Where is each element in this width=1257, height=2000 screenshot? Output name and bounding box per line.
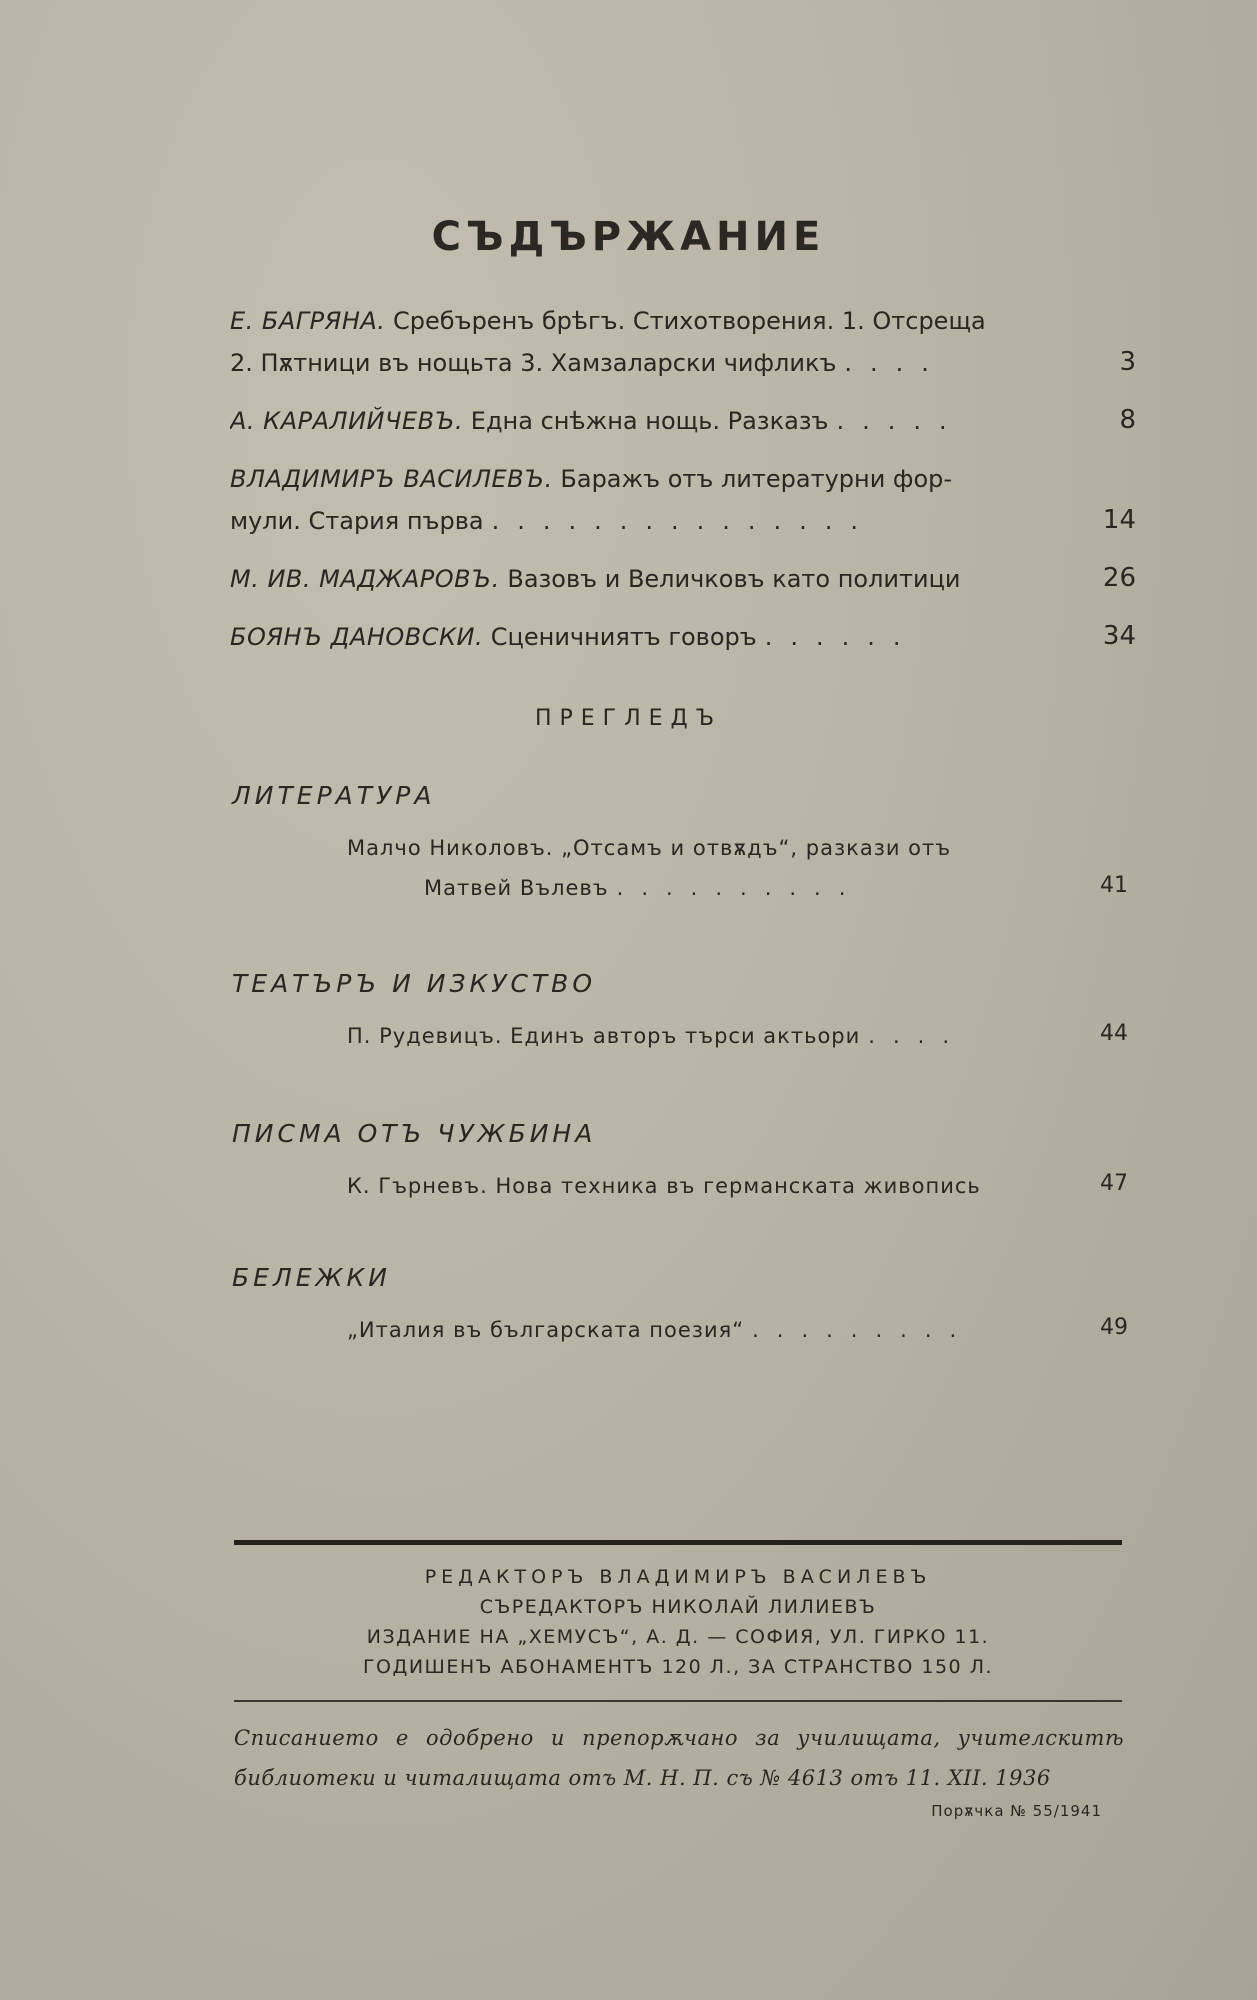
review-text: К. Гърневъ. Нова техника въ германската живопись xyxy=(347,1174,981,1198)
review-text: Матвей Вълевъ xyxy=(424,876,609,900)
toc-line xyxy=(230,342,1060,384)
leader-dots: ......... xyxy=(752,1318,975,1342)
review-entry xyxy=(232,828,1128,908)
approval-note: Списанието е одобрено и препорѫчано за училищата, учителскитѣ библиотеки и читалищата отъ М. Н. П. съ № 4613 отъ 11. XII. 1936 xyxy=(234,1726,1124,1790)
toc-entry xyxy=(230,300,1136,384)
imprint-coeditor: СЪРЕДАКТОРЪ НИКОЛАЙ ЛИЛИЕВЪ xyxy=(479,1596,877,1618)
toc-author: Е. БАГРЯНА. xyxy=(230,307,386,335)
leader-dots: ..... xyxy=(836,407,965,435)
toc-page-number: 26 xyxy=(1102,563,1136,593)
toc-entry xyxy=(230,400,1136,442)
toc-work: Баражъ отъ литературни фор- xyxy=(552,465,953,493)
imprint xyxy=(234,1562,1122,1682)
section-letters-abroad xyxy=(232,1116,1128,1206)
section-literature xyxy=(232,778,1128,908)
divider-thin xyxy=(234,1700,1122,1702)
table-of-contents xyxy=(230,300,1136,674)
toc-page-number: 3 xyxy=(1119,347,1136,377)
leader-dots: .... xyxy=(868,1024,967,1048)
toc-entry xyxy=(230,458,1136,542)
review-heading: ПРЕГЛЕДЪ xyxy=(534,706,723,731)
leader-dots: ...... xyxy=(764,623,919,651)
toc-page-number: 8 xyxy=(1119,405,1136,435)
toc-author: М. ИВ. МАДЖАРОВЪ. xyxy=(230,565,500,593)
toc-page-number: 14 xyxy=(1102,505,1136,535)
toc-line xyxy=(230,500,1060,542)
toc-author: А. КАРАЛИЙЧЕВЪ. xyxy=(230,407,464,435)
section-theatre-art xyxy=(232,966,1128,1056)
toc-entry xyxy=(230,558,1136,600)
toc-line xyxy=(230,458,1060,500)
toc-page-number: 34 xyxy=(1102,621,1136,651)
review-line xyxy=(232,828,1177,868)
toc-entry xyxy=(230,616,1136,658)
review-entry xyxy=(232,1016,1128,1056)
toc-line xyxy=(230,558,1060,600)
review-page-number: 47 xyxy=(1100,1171,1128,1196)
review-page-number: 44 xyxy=(1100,1021,1128,1046)
toc-work: Сребъренъ брѣгъ. Стихотворения. 1. Отсреща xyxy=(385,307,986,335)
section-title: ПИСМА ОТЪ ЧУЖБИНА xyxy=(232,1119,597,1148)
leader-dots: .......... xyxy=(616,876,864,900)
toc-work: 2. Пѫтници въ нощьта 3. Хамзаларски чифликъ xyxy=(230,349,837,377)
page-title: СЪДЪРЖАНИЕ xyxy=(431,214,826,260)
section-title: ЛИТЕРАТУРА xyxy=(232,781,436,810)
section-title: БЕЛЕЖКИ xyxy=(232,1263,391,1292)
toc-line xyxy=(230,300,1060,342)
toc-line xyxy=(230,616,1060,658)
review-line xyxy=(232,1310,1177,1350)
review-page-number: 49 xyxy=(1100,1315,1128,1340)
imprint-publisher: ИЗДАНИЕ НА „ХЕМУСЪ“, А. Д. — СОФИЯ, УЛ. ГИРКО 11. xyxy=(366,1626,990,1648)
toc-author: БОЯНЪ ДАНОВСКИ. xyxy=(230,623,484,651)
toc-work: Една снѣжна нощь. Разказъ xyxy=(463,407,829,435)
toc-work: Сценичниятъ говоръ xyxy=(483,623,757,651)
leader-dots: ............... xyxy=(491,507,877,535)
review-text: П. Рудевицъ. Единъ авторъ търси актьори xyxy=(347,1024,861,1048)
leader-dots: .... xyxy=(844,349,947,377)
toc-author: ВЛАДИМИРЪ ВАСИЛЕВЪ. xyxy=(230,465,553,493)
toc-work: Вазовъ и Величковъ като политици xyxy=(499,565,961,593)
review-line xyxy=(232,1166,1177,1206)
review-text: Малчо Николовъ. „Отсамъ и отвѫдъ“, разкази отъ xyxy=(347,836,952,860)
toc-work: мули. Стария първа xyxy=(230,507,484,535)
divider-thick xyxy=(234,1540,1122,1545)
toc-line xyxy=(230,400,1060,442)
section-title: ТЕАТЪРЪ И ИЗКУСТВО xyxy=(232,969,597,998)
imprint-editor: РЕДАКТОРЪ ВЛАДИМИРЪ ВАСИЛЕВЪ xyxy=(424,1566,932,1588)
review-line xyxy=(232,1016,1177,1056)
review-page-number: 41 xyxy=(1100,873,1128,898)
imprint-subscription: ГОДИШЕНЪ АБОНАМЕНТЪ 120 Л., ЗА СТРАНСТВО 150 Л. xyxy=(362,1656,994,1678)
order-number: Порѫчка № 55/1941 xyxy=(931,1802,1102,1820)
review-entry xyxy=(232,1310,1128,1350)
section-notes xyxy=(232,1260,1128,1350)
review-text: „Италия въ българската поезия“ xyxy=(347,1318,745,1342)
review-entry xyxy=(232,1166,1128,1206)
